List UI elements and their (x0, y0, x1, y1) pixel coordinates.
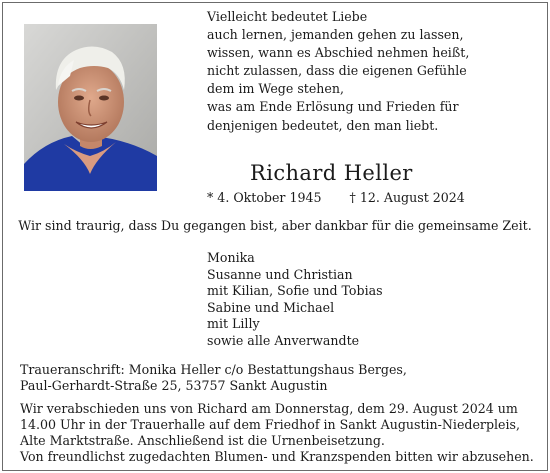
mourner-line: mit Lilly (207, 316, 260, 331)
mourner-group (207, 300, 383, 332)
deceased-name: Richard Heller (250, 161, 413, 185)
poem-line: dem im Wege stehen, (207, 81, 344, 97)
mourner-line: Susanne und Christian (207, 267, 353, 282)
mourners-list (207, 250, 383, 350)
death-date: † 12. August 2024 (349, 190, 465, 205)
poem-line: nicht zulassen, dass die eigenen Gefühle (207, 63, 467, 79)
poem-line: Vielleicht bedeutet Liebe (207, 9, 368, 24)
mourner-line: Sabine und Michael (207, 300, 335, 315)
mourner-line: Monika (207, 250, 255, 265)
funeral-line: Von freundlichst zugedachten Blumen- und Kranzspenden bitten wir abzusehen. (20, 449, 534, 464)
portrait-image (24, 24, 157, 191)
mourner-group (207, 250, 383, 266)
mourner-line: sowie alle Anverwandte (207, 333, 360, 348)
address-line: Paul-Gerhardt-Straße 25, 53757 Sankt Augustin (20, 378, 328, 393)
funeral-line: Wir verabschieden uns von Richard am Donnerstag, dem 29. August 2024 um (20, 401, 518, 416)
funeral-line: Alte Marktstraße. Anschließend ist die Urnenbeisetzung. (20, 433, 385, 448)
mourner-group (207, 333, 383, 349)
poem-line: was am Ende Erlösung und Frieden für (207, 99, 459, 115)
funeral-details (20, 401, 534, 465)
poem-line: auch lernen, jemanden gehen zu lassen, (207, 27, 464, 43)
poem-line: wissen, wann es Abschied nehmen heißt, (207, 45, 470, 61)
condolence-message: Wir sind traurig, dass Du gegangen bist, aber dankbar für die gemeinsame Zeit. (18, 218, 532, 233)
birth-date: * 4. Oktober 1945 (207, 190, 322, 205)
mourning-address (20, 362, 407, 394)
mourner-group (207, 267, 383, 299)
poem (207, 8, 537, 135)
poem-line: denjenigen bedeutet, den man liebt. (207, 117, 439, 133)
life-dates (207, 190, 465, 206)
mourner-line: mit Kilian, Sofie und Tobias (207, 283, 383, 298)
portrait-photo (24, 24, 157, 191)
address-line: Traueranschrift: Monika Heller c/o Bestattungshaus Berges, (20, 362, 407, 377)
funeral-line: 14.00 Uhr in der Trauerhalle auf dem Friedhof in Sankt Augustin-Niederpleis, (20, 417, 520, 432)
